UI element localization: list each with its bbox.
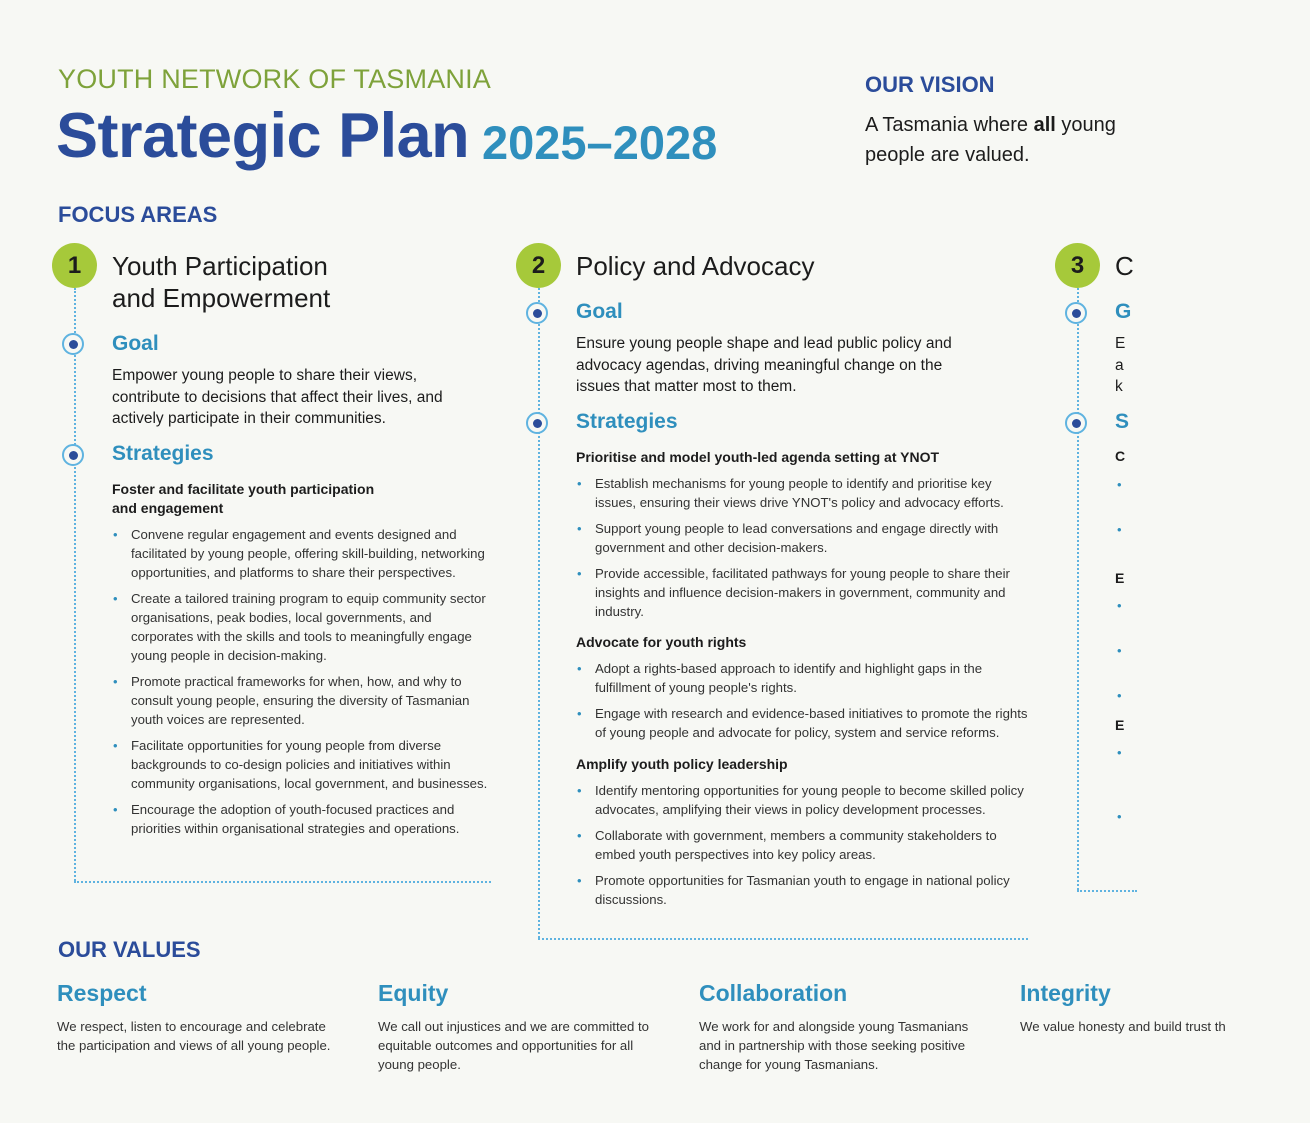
focus-number-badge: 2: [516, 243, 561, 288]
value-respect: [57, 980, 347, 1055]
strategy-group-heading: Amplify youth policy leadership: [576, 756, 788, 772]
bullet-fragment: •: [1117, 643, 1122, 658]
goal-heading: Goal: [576, 300, 623, 323]
bullet-fragment: •: [1117, 809, 1122, 824]
list-item: • Collaborate with government, members a community stakeholders to embed youth perspectives into key policy areas.: [576, 826, 1032, 864]
strategies-marker-icon: [526, 412, 548, 434]
vision-emphasis: all: [1033, 114, 1056, 136]
focus-number-badge: 1: [52, 243, 97, 288]
list-item: • Engage with research and evidence-based initiatives to promote the rights of young people and advocate for policy, system and service reforms.: [576, 704, 1032, 742]
goal-text: Empower young people to share their views, contribute to decisions that affect their lives, and actively participate in their communities.: [112, 367, 443, 427]
strategy-group-heading: Advocate for youth rights: [576, 634, 747, 650]
focus-area-title: Youth Participation and Empowerment: [112, 251, 331, 313]
strategies-heading: Strategies: [576, 410, 678, 433]
list-item: • Identify mentoring opportunities for young people to become skilled policy advocates, amplifying their views in policy development processes.: [576, 781, 1032, 819]
value-name: Collaboration: [699, 980, 848, 1006]
focus-areas-heading: FOCUS AREAS: [58, 202, 218, 227]
value-name: Equity: [378, 980, 449, 1006]
list-item: • Adopt a rights-based approach to identify and highlight gaps in the fulfillment of young people's rights.: [576, 659, 1032, 697]
goal-marker-icon: [1065, 302, 1087, 324]
value-integrity: [1020, 980, 1226, 1036]
vision-statement: A Tasmania where all young people are valued.: [865, 114, 1116, 166]
goal-marker-icon: [62, 333, 84, 355]
value-description: We value honesty and build trust th: [1020, 1019, 1226, 1034]
strategy-group-heading-fragment: E: [1115, 717, 1125, 733]
strategy-group-heading-fragment: C: [1115, 448, 1126, 464]
focus-area-title: C: [1115, 251, 1134, 281]
bullet-fragment: •: [1117, 522, 1122, 537]
strategies-marker-icon: [62, 444, 84, 466]
goal-heading: Goal: [112, 332, 159, 355]
timeline-line: [74, 288, 76, 881]
strategy-group-heading: Foster and facilitate youth participation and engagement: [112, 481, 375, 516]
strategy-group-heading: Prioritise and model youth-led agenda setting at YNOT: [576, 449, 940, 465]
list-item: • Provide accessible, facilitated pathways for young people to share their insights and influence decision-makers in government, community and industry.: [576, 564, 1024, 621]
strategy-list: [576, 659, 1032, 749]
values-heading: OUR VALUES: [58, 937, 201, 962]
focus-area-3: [1055, 243, 1134, 895]
list-item: • Create a tailored training program to equip community sector organisations, peak bodies, local governments, and corporates with the skills and tools to meaningfully engage young people in decision-making.: [112, 589, 494, 665]
focus-area-1: [52, 243, 502, 886]
timeline-bottom-line: [538, 938, 1028, 940]
list-item: • Promote practical frameworks for when, how, and why to consult young people, ensuring the diversity of Tasmanian youth voices are represented.: [112, 672, 494, 729]
plan-years: 2025–2028: [482, 116, 718, 169]
value-description: We call out injustices and we are committed to equitable outcomes and opportunities for all young people.: [378, 1019, 649, 1072]
strategy-list: [576, 781, 1032, 916]
strategy-list: [576, 474, 1024, 628]
focus-number-badge: 3: [1055, 243, 1100, 288]
strategies-heading: S: [1115, 410, 1130, 433]
list-item: • Establish mechanisms for young people to identify and prioritise key issues, ensuring their views drive YNOT's policy and advocacy efforts.: [576, 474, 1024, 512]
bullet-fragment: •: [1117, 598, 1122, 613]
value-name: Integrity: [1020, 980, 1111, 1006]
goal-text: Ensure young people shape and lead public policy and advocacy agendas, driving meaningful change on the issues that matter most to them.: [576, 335, 952, 395]
focus-area-title: Policy and Advocacy: [576, 251, 815, 281]
value-description: We respect, listen to encourage and celebrate the participation and views of all young people.: [57, 1019, 331, 1053]
bullet-fragment: •: [1117, 688, 1122, 703]
value-equity: [378, 980, 658, 1074]
list-item: • Encourage the adoption of youth-focused practices and priorities within organisational strategies and operations.: [112, 800, 494, 838]
organisation-name: YOUTH NETWORK OF TASMANIA: [58, 64, 492, 94]
vision-heading: OUR VISION: [865, 72, 995, 97]
goal-heading: G: [1115, 300, 1132, 323]
page-title: Strategic Plan: [56, 101, 470, 171]
goal-text-fragment: E a k: [1115, 335, 1126, 395]
timeline-line: [1077, 288, 1079, 890]
bullet-fragment: •: [1117, 477, 1122, 492]
list-item: • Facilitate opportunities for young people from diverse backgrounds to co-design policies and initiatives within community organisations, local government, and businesses.: [112, 736, 494, 793]
bullet-fragment: •: [1117, 745, 1122, 760]
value-name: Respect: [57, 980, 147, 1006]
list-item: • Convene regular engagement and events designed and facilitated by young people, offering skill-building, networking opportunities, and platforms to share their perspectives.: [112, 525, 494, 582]
timeline-line: [538, 288, 540, 938]
strategies-heading: Strategies: [112, 442, 214, 465]
list-item: • Promote opportunities for Tasmanian youth to engage in national policy discussions.: [576, 871, 1032, 909]
timeline-bottom-line: [1077, 890, 1137, 892]
value-collaboration: [699, 980, 989, 1074]
value-description: We work for and alongside young Tasmanians and in partnership with those seeking positive change for young Tasmanians.: [699, 1019, 969, 1072]
focus-area-2: [516, 243, 1036, 943]
strategy-group-heading-fragment: E: [1115, 570, 1125, 586]
strategies-marker-icon: [1065, 412, 1087, 434]
timeline-bottom-line: [74, 881, 491, 883]
goal-marker-icon: [526, 302, 548, 324]
strategy-list: [112, 525, 494, 845]
list-item: • Support young people to lead conversations and engage directly with government and other decision-makers.: [576, 519, 1024, 557]
